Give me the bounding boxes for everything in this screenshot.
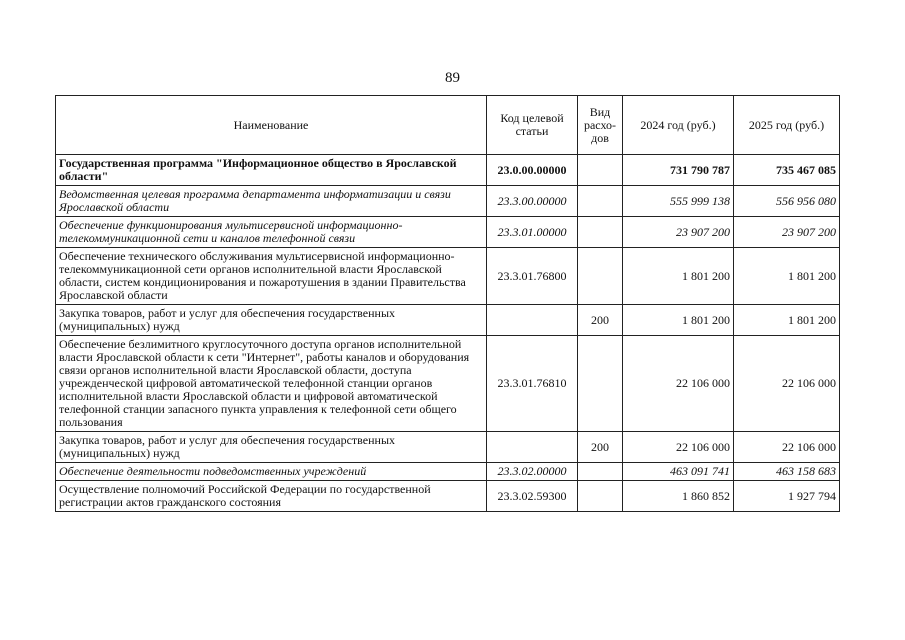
row-2024: 555 999 138 xyxy=(623,186,734,217)
row-code: 23.3.02.00000 xyxy=(487,463,578,481)
row-name: Закупка товаров, работ и услуг для обеспечения государственных (муниципальных) нужд xyxy=(56,432,487,463)
row-vid xyxy=(578,336,623,432)
row-vid xyxy=(578,217,623,248)
header-vid: Вид расхо-дов xyxy=(578,96,623,155)
table-row xyxy=(56,186,840,217)
header-code: Код целевой статьи xyxy=(487,96,578,155)
row-2025: 556 956 080 xyxy=(734,186,840,217)
row-vid xyxy=(578,463,623,481)
row-name: Обеспечение функционирования мультисервисной информационно-телекоммуникационной сети и каналов телефонной связи xyxy=(56,217,487,248)
header-2024: 2024 год (руб.) xyxy=(623,96,734,155)
row-2025: 463 158 683 xyxy=(734,463,840,481)
row-2024: 1 860 852 xyxy=(623,481,734,512)
row-2025: 23 907 200 xyxy=(734,217,840,248)
row-name: Обеспечение безлимитного круглосуточного доступа органов исполнительной власти Ярославской области к сети "Интернет", работы каналов и оборудования связи органов исполнительной власти Ярославской области, доступа учрежденческой цифровой автоматической телефонной станции органов исполнительной власти Ярославской области и цифровой автоматической телефонной станции запасного пункта управления к телефонной сети общего пользования xyxy=(56,336,487,432)
row-2024: 23 907 200 xyxy=(623,217,734,248)
table-header-row xyxy=(56,96,840,155)
page-number: 89 xyxy=(445,70,460,86)
budget-table xyxy=(55,95,840,512)
row-2024: 1 801 200 xyxy=(623,305,734,336)
row-name: Обеспечение технического обслуживания мультисервисной информационно-телекоммуникационной сети органов исполнительной власти Ярославской области, систем кондиционирования и пожаротушения в здании Правительства Ярославской области xyxy=(56,248,487,305)
row-2025: 735 467 085 xyxy=(734,155,840,186)
row-code: 23.3.01.00000 xyxy=(487,217,578,248)
table-row xyxy=(56,481,840,512)
row-vid: 200 xyxy=(578,432,623,463)
row-code: 23.3.01.76810 xyxy=(487,336,578,432)
row-code: 23.3.00.00000 xyxy=(487,186,578,217)
table-row xyxy=(56,217,840,248)
row-vid xyxy=(578,186,623,217)
row-name: Закупка товаров, работ и услуг для обеспечения государственных (муниципальных) нужд xyxy=(56,305,487,336)
table-row xyxy=(56,463,840,481)
row-vid xyxy=(578,155,623,186)
row-name: Ведомственная целевая программа департамента информатизации и связи Ярославской области xyxy=(56,186,487,217)
row-2025: 22 106 000 xyxy=(734,432,840,463)
row-2024: 731 790 787 xyxy=(623,155,734,186)
row-2025: 1 801 200 xyxy=(734,305,840,336)
table-row xyxy=(56,305,840,336)
row-vid xyxy=(578,481,623,512)
row-vid xyxy=(578,248,623,305)
row-code: 23.3.02.59300 xyxy=(487,481,578,512)
row-code: 23.3.01.76800 xyxy=(487,248,578,305)
row-code xyxy=(487,432,578,463)
row-name: Обеспечение деятельности подведомственных учреждений xyxy=(56,463,487,481)
row-2024: 1 801 200 xyxy=(623,248,734,305)
row-code xyxy=(487,305,578,336)
row-2025: 22 106 000 xyxy=(734,336,840,432)
header-2025: 2025 год (руб.) xyxy=(734,96,840,155)
row-2025: 1 927 794 xyxy=(734,481,840,512)
row-name: Государственная программа "Информационное общество в Ярославской области" xyxy=(56,155,487,186)
row-2024: 463 091 741 xyxy=(623,463,734,481)
row-2024: 22 106 000 xyxy=(623,336,734,432)
row-code: 23.0.00.00000 xyxy=(487,155,578,186)
row-2025: 1 801 200 xyxy=(734,248,840,305)
table-row xyxy=(56,432,840,463)
row-name: Осуществление полномочий Российской Федерации по государственной регистрации актов гражданского состояния xyxy=(56,481,487,512)
table-row xyxy=(56,248,840,305)
header-name: Наименование xyxy=(56,96,487,155)
row-vid: 200 xyxy=(578,305,623,336)
table-row xyxy=(56,336,840,432)
row-2024: 22 106 000 xyxy=(623,432,734,463)
table-row xyxy=(56,155,840,186)
